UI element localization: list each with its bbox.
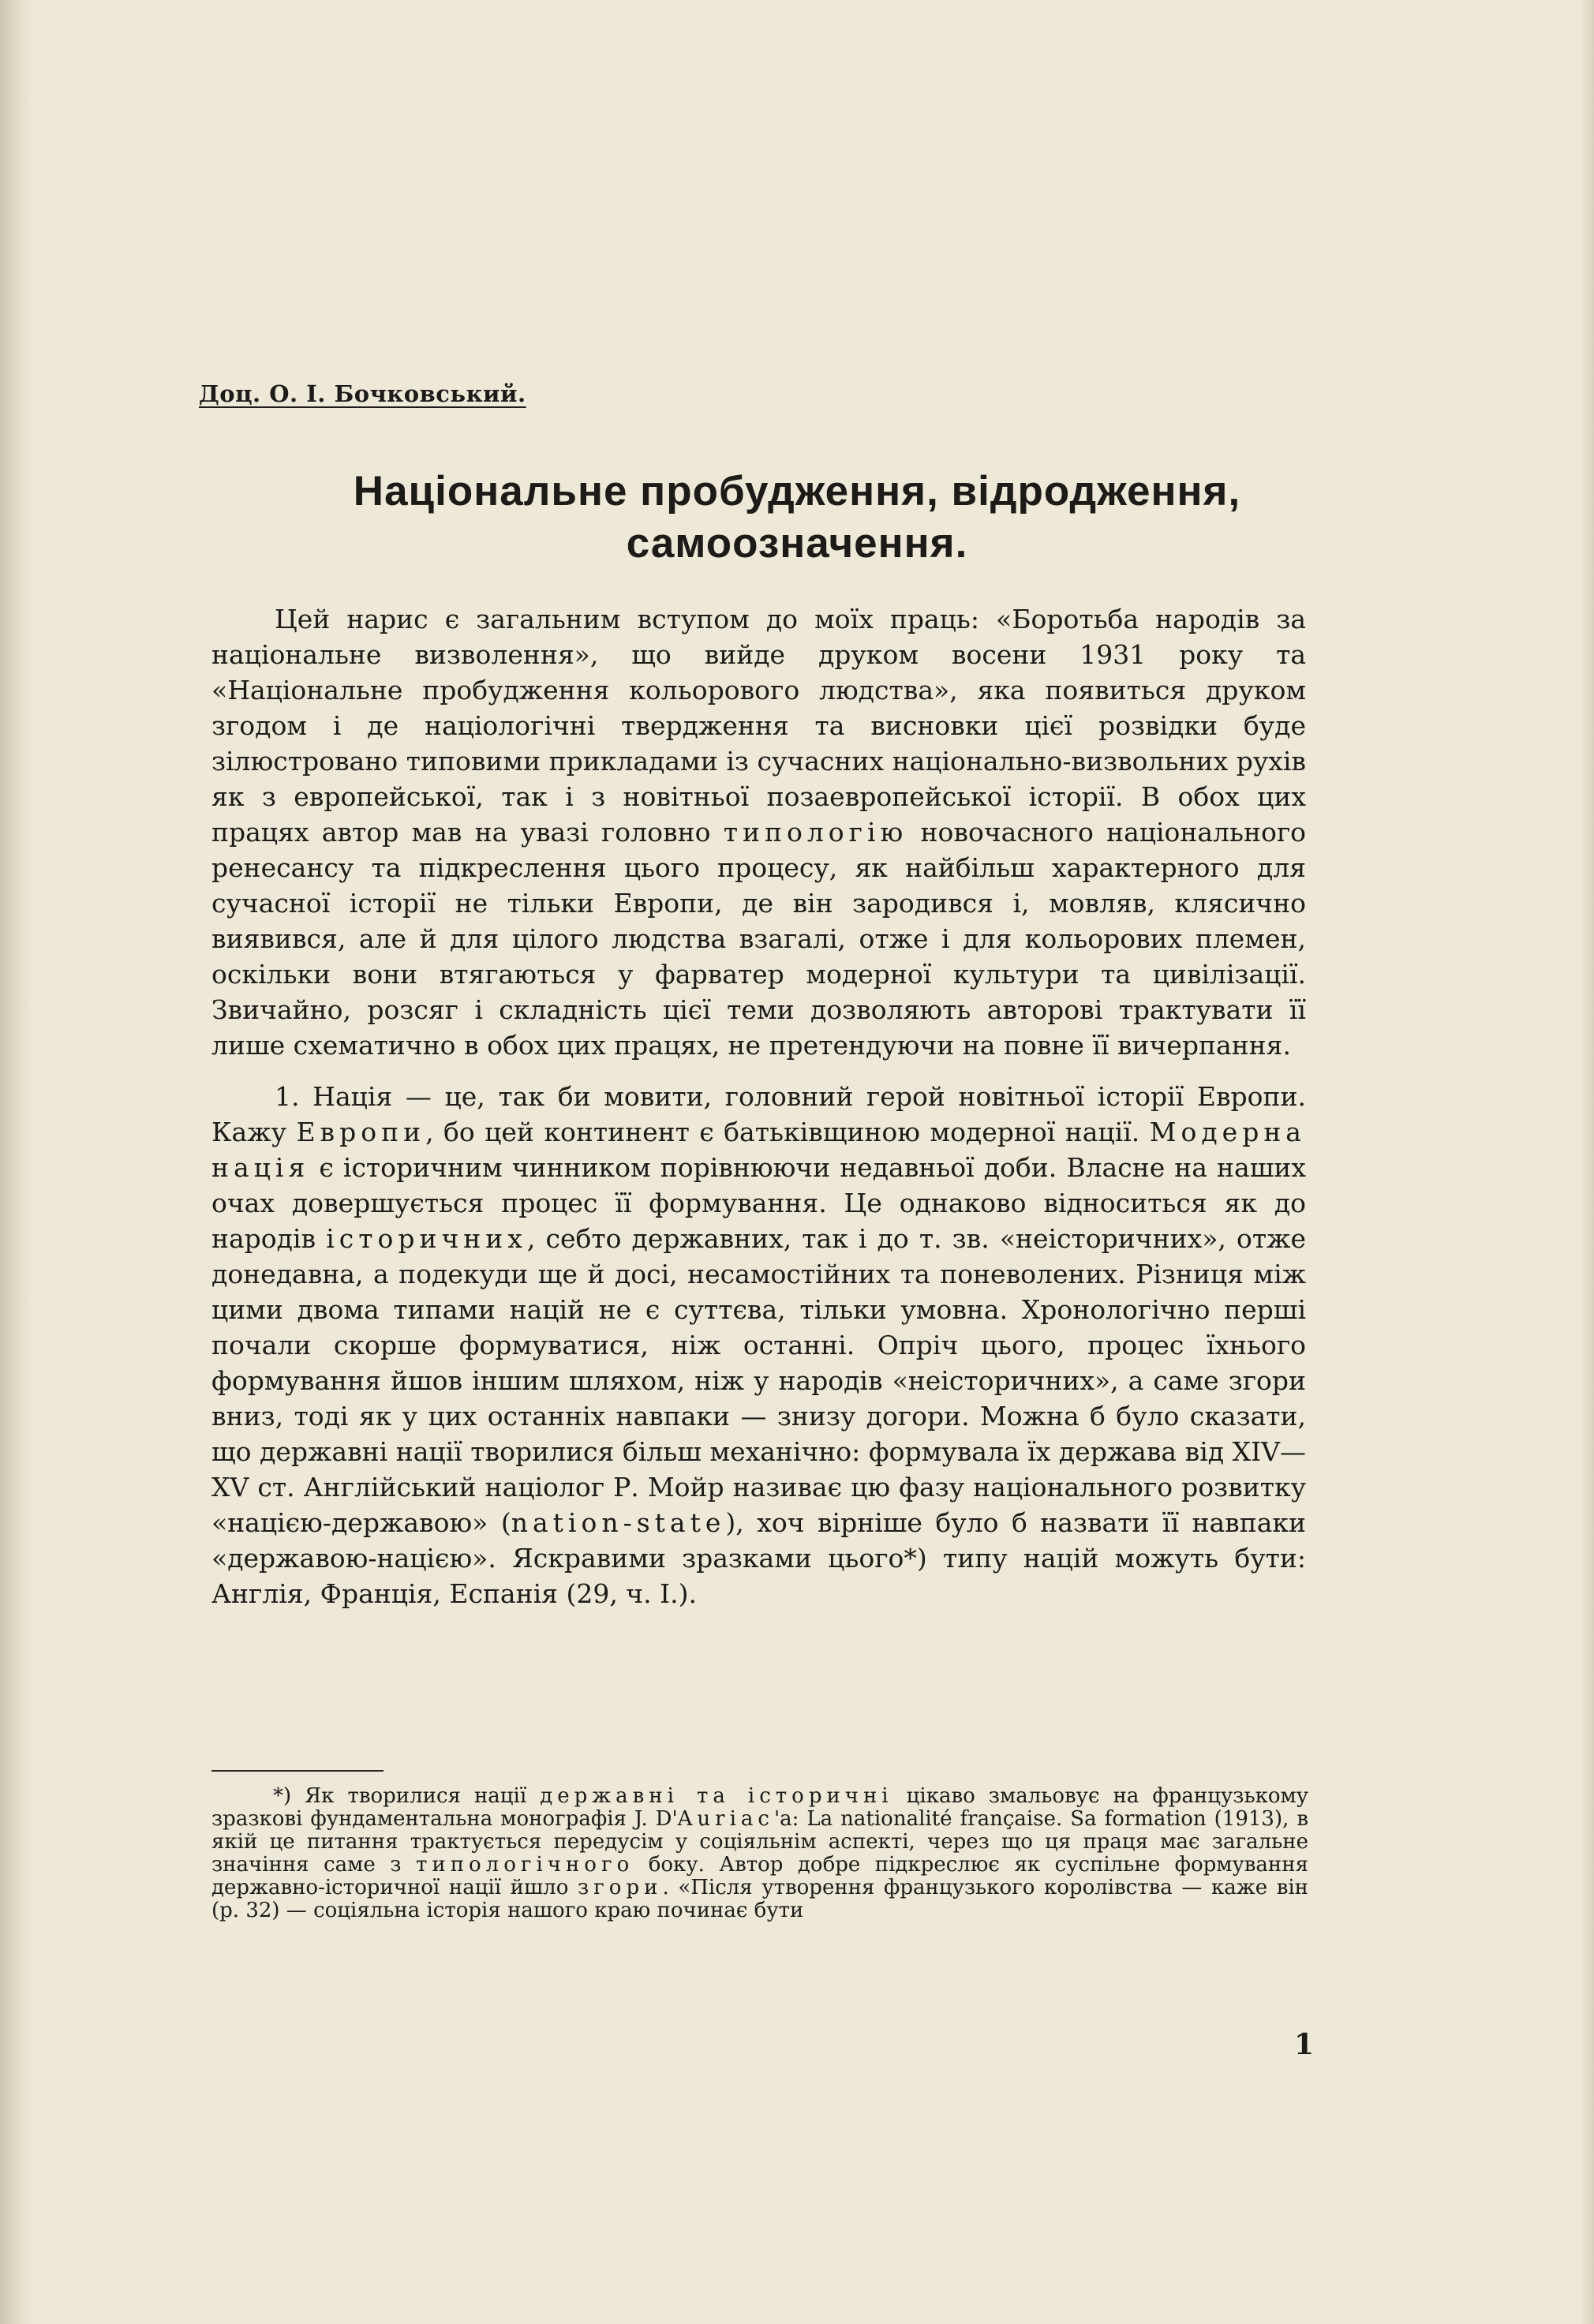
intro-spaced-term: типологію	[723, 817, 908, 848]
footnote-text-2: цікаво змальовує на французькому зразкові фундаментальна монографія J. D'	[211, 1784, 1309, 1831]
page-title	[197, 466, 1397, 570]
footnote-text-3: 'a: La nationalité française. Sa formation (1913), в якій це питання трактується передусім у соціяльнім аспекті, через що ця праця має загальне значіння саме з	[211, 1807, 1309, 1877]
footnote-text-5: . «Після утворення французького королівства — каже він (p. 32) — соціяльна історія нашого краю починає бути	[211, 1876, 1309, 1922]
page-spine-shadow	[0, 0, 32, 2324]
author-line: Доц. О. І. Бочковський.	[199, 380, 526, 407]
footnote	[211, 1785, 1308, 1922]
footnote-divider	[211, 1770, 384, 1772]
page-number: 1	[1293, 2028, 1314, 2061]
section-1-text-5: ), хоч вірніше було б назвати її навпаки «державою-нацією». Яскравими зразками цього*) типу націй можуть бути: Англія, Франція, Еспанія (29, ч. I.).	[211, 1507, 1307, 1609]
intro-text-a: Цей нарис є загальним вступом до моїх праць: «Боротьба народів за національне визволення», що вийде друком восени 1931 року та «Національне пробудження кольорового людства», яка появиться друком згодом і де націологічні твердження та висновки цієї розвідки буде зілюстровано типовими прикладами із сучасних національно-визвольних рухів як з европейської, так і з новітньої позаевропейської історії. В обох цих працях автор мав на увазі головно	[211, 604, 1306, 848]
footnote-spaced-2: Auriac	[677, 1807, 774, 1831]
section-1-spaced-4: nation-state	[511, 1507, 726, 1538]
footnote-spaced-1: державні та історичні	[540, 1784, 893, 1808]
footnote-spaced-3: типологічного	[415, 1853, 634, 1877]
section-1-spaced-2: Модерна нація	[211, 1117, 1306, 1183]
footnote-spaced-4: згори	[578, 1876, 663, 1899]
footnote-text-4: боку. Автор добре підкреслює як суспільне формування державно-історичної нації йшло	[211, 1853, 1308, 1899]
title-line-2: самоозначення.	[626, 520, 968, 567]
footnote-paragraph	[211, 1785, 1308, 1922]
section-1-text-3: є історичним чинником порівнюючи недавньої доби. Власне на наших очах довершується процес її формування. Це однаково відноситься як до народів	[211, 1152, 1306, 1254]
section-1-text-4: , себто державних, так і до т. зв. «неісторичних», отже донедавна, а подекуди ще й досі, несамостійних та поневолених. Різниця між цими двома типами націй не є суттєва, тільки умовна. Хронологічно перші почали скорше формуватися, ніж останні. Опріч цього, процес їхнього формування йшов іншим шляхом, ніж у народів «неісторичних», а саме згори вниз, тоді як у цих останніх навпаки — знизу догори. Можна б було сказати, що державні нації творилися більш механічно: формувала їх держава від XIV—XV ст. Англійський націолог Р. Мойр називає цю фазу національного розвитку «нацією-державою» (	[211, 1223, 1306, 1538]
intro-paragraph	[211, 601, 1306, 1063]
section-1-text-2: , бо цей континент є батьківщиною модерної нації.	[425, 1117, 1140, 1147]
section-1-spaced-1: Европи	[296, 1117, 426, 1147]
section-1-spaced-3: історичних	[326, 1223, 527, 1254]
page-edge-shadow	[1580, 0, 1594, 2324]
section-1-text-1: 1. Нація — це, так би мовити, головний герой новітньої історії Европи. Кажу	[211, 1081, 1306, 1147]
section-1-paragraph	[211, 1079, 1306, 1611]
intro-text-b: новочасного національного ренесансу та підкреслення цього процесу, як найбільш характерного для сучасної історії не тільки Европи, де він зародився і, мовляв, клясично виявився, але й для цілого людства взагалі, отже і для кольорових племен, оскільки вони втягаються у фарватер модерної культури та цивілізації. Звичайно, розсяг і складність цієї теми дозволяють авторові трактувати її лише схематично в обох цих працях, не претендуючи на повне її вичерпання.	[211, 817, 1306, 1061]
article-body	[211, 601, 1306, 1627]
footnote-text-1: *) Як творилися нації	[273, 1784, 527, 1808]
title-line-1: Національне пробудження, відродження,	[353, 468, 1241, 515]
